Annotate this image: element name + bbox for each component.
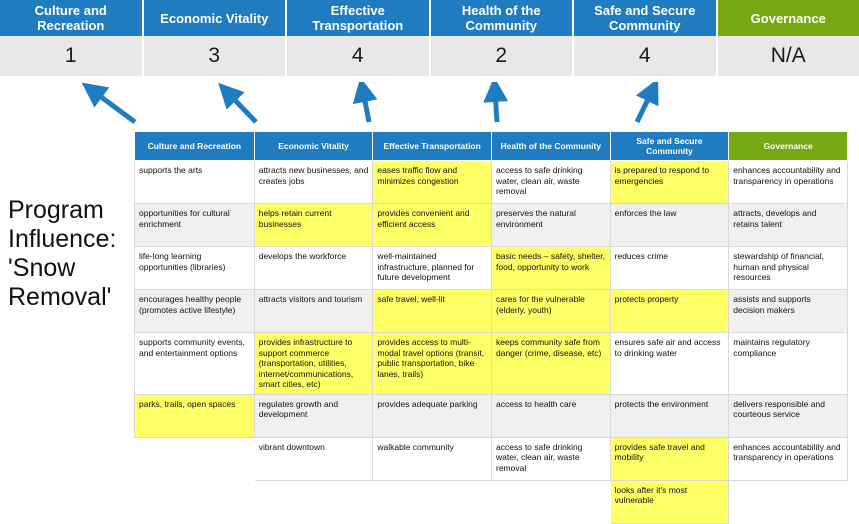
- matrix-row: [135, 247, 848, 290]
- matrix-cell: delivers responsible and courteous service: [729, 394, 848, 437]
- matrix-header-safe-and-secure-community: Safe and Secure Community: [610, 132, 729, 161]
- influence-arrows: [0, 82, 859, 137]
- matrix-cell: provides access to multi-modal travel options (transit, public transportation, bike lanes, trails): [373, 333, 492, 395]
- matrix-cell: enforces the law: [610, 204, 729, 247]
- scorecard-score-governance: N/A: [718, 36, 859, 76]
- matrix-row: [135, 480, 848, 523]
- scorecard-score-effective-transportation: 4: [287, 36, 431, 76]
- caption-line-4: Removal': [8, 283, 133, 312]
- matrix-cell: access to health care: [492, 394, 611, 437]
- matrix-row: [135, 290, 848, 333]
- caption-line-2: Influence:: [8, 225, 133, 254]
- scorecard-header-row: [0, 0, 859, 36]
- matrix-cell: [135, 437, 255, 480]
- caption-line-1: Program: [8, 196, 133, 225]
- scorecard-header-governance: Governance: [718, 0, 859, 36]
- matrix-cell: provides adequate parking: [373, 394, 492, 437]
- arrow-safe-and-secure-community: [637, 91, 652, 122]
- matrix-row: [135, 394, 848, 437]
- scorecard-header-health-of-the-community: Health of the Community: [431, 0, 575, 36]
- matrix-cell: enhances accountability and transparency in operations: [729, 437, 848, 480]
- scorecard-score-row: [0, 36, 859, 80]
- matrix-header-health-of-the-community: Health of the Community: [492, 132, 611, 161]
- matrix-cell: ensures safe air and access to drinking water: [610, 333, 729, 395]
- scorecard-header-effective-transportation: Effective Transportation: [287, 0, 431, 36]
- matrix-cell: enhances accountability and transparency in operations: [729, 161, 848, 204]
- matrix-cell: keeps community safe from danger (crime, disease, etc): [492, 333, 611, 395]
- scorecard-score-economic-vitality: 3: [144, 36, 288, 76]
- matrix-cell: [729, 480, 848, 523]
- arrow-health-of-the-community: [495, 91, 497, 122]
- matrix-cell: supports community events, and entertainment options: [135, 333, 255, 395]
- scorecard-header-economic-vitality: Economic Vitality: [144, 0, 288, 36]
- matrix-row: [135, 437, 848, 480]
- matrix-cell: parks, trails, open spaces: [135, 394, 255, 437]
- scorecard-band: [0, 0, 859, 84]
- matrix-body: [135, 161, 848, 524]
- matrix-cell: assists and supports decision makers: [729, 290, 848, 333]
- matrix-cell: vibrant downtown: [254, 437, 373, 480]
- matrix-cell: protects property: [610, 290, 729, 333]
- matrix-cell: looks after it's most vulnerable: [610, 480, 729, 523]
- arrow-culture-and-recreation: [93, 91, 135, 122]
- matrix-header-economic-vitality: Economic Vitality: [254, 132, 373, 161]
- matrix-cell: attracts, develops and retains talent: [729, 204, 848, 247]
- matrix-cell: provides safe travel and mobility: [610, 437, 729, 480]
- matrix-cell: [254, 480, 373, 523]
- matrix-cell: [492, 480, 611, 523]
- matrix-cell: access to safe drinking water, clean air, waste removal: [492, 437, 611, 480]
- matrix-cell: cares for the vulnerable (elderly, youth): [492, 290, 611, 333]
- matrix-cell: walkable community: [373, 437, 492, 480]
- caption-line-3: 'Snow: [8, 254, 133, 283]
- matrix-cell: supports the arts: [135, 161, 255, 204]
- matrix-cell: opportunities for cultural enrichment: [135, 204, 255, 247]
- matrix-cell: provides convenient and efficient access: [373, 204, 492, 247]
- matrix-cell: [135, 480, 255, 523]
- matrix-cell: [373, 480, 492, 523]
- matrix-cell: attracts new businesses, and creates jobs: [254, 161, 373, 204]
- matrix-cell: is prepared to respond to emergencies: [610, 161, 729, 204]
- matrix-header-governance: Governance: [729, 132, 848, 161]
- matrix-cell: safe travel, well-lit: [373, 290, 492, 333]
- matrix-cell: helps retain current businesses: [254, 204, 373, 247]
- matrix-header-culture-and-recreation: Culture and Recreation: [135, 132, 255, 161]
- matrix-cell: basic needs – safety, shelter, food, opportunity to work: [492, 247, 611, 290]
- matrix-row: [135, 161, 848, 204]
- matrix-cell: well-maintained infrastructure, planned for future development: [373, 247, 492, 290]
- scorecard-score-health-of-the-community: 2: [431, 36, 575, 76]
- matrix-row: [135, 333, 848, 395]
- arrow-effective-transportation: [363, 91, 369, 122]
- matrix-header-row: [135, 132, 848, 161]
- arrow-economic-vitality: [228, 93, 256, 122]
- scorecard-header-culture-and-recreation: Culture and Recreation: [0, 0, 144, 36]
- scorecard-header-safe-and-secure-community: Safe and Secure Community: [574, 0, 718, 36]
- matrix-cell: stewardship of financial, human and physical resources: [729, 247, 848, 290]
- matrix-cell: encourages healthy people (promotes active lifestyle): [135, 290, 255, 333]
- scorecard-score-culture-and-recreation: 1: [0, 36, 144, 76]
- matrix-cell: provides infrastructure to support commerce (transportation, utilities, internet/communications, smart cities, etc): [254, 333, 373, 395]
- matrix-row: [135, 204, 848, 247]
- matrix-cell: reduces crime: [610, 247, 729, 290]
- matrix-cell: eases traffic flow and minimizes congestion: [373, 161, 492, 204]
- matrix-cell: attracts visitors and tourism: [254, 290, 373, 333]
- matrix-cell: life-long learning opportunities (libraries): [135, 247, 255, 290]
- scorecard-score-safe-and-secure-community: 4: [574, 36, 718, 76]
- matrix-cell: develops the workforce: [254, 247, 373, 290]
- matrix-cell: protects the environment: [610, 394, 729, 437]
- matrix-cell: regulates growth and development: [254, 394, 373, 437]
- matrix-header-effective-transportation: Effective Transportation: [373, 132, 492, 161]
- program-influence-caption: [8, 196, 133, 312]
- matrix-cell: maintains regulatory compliance: [729, 333, 848, 395]
- matrix-cell: preserves the natural environment: [492, 204, 611, 247]
- matrix-cell: access to safe drinking water, clean air, waste removal: [492, 161, 611, 204]
